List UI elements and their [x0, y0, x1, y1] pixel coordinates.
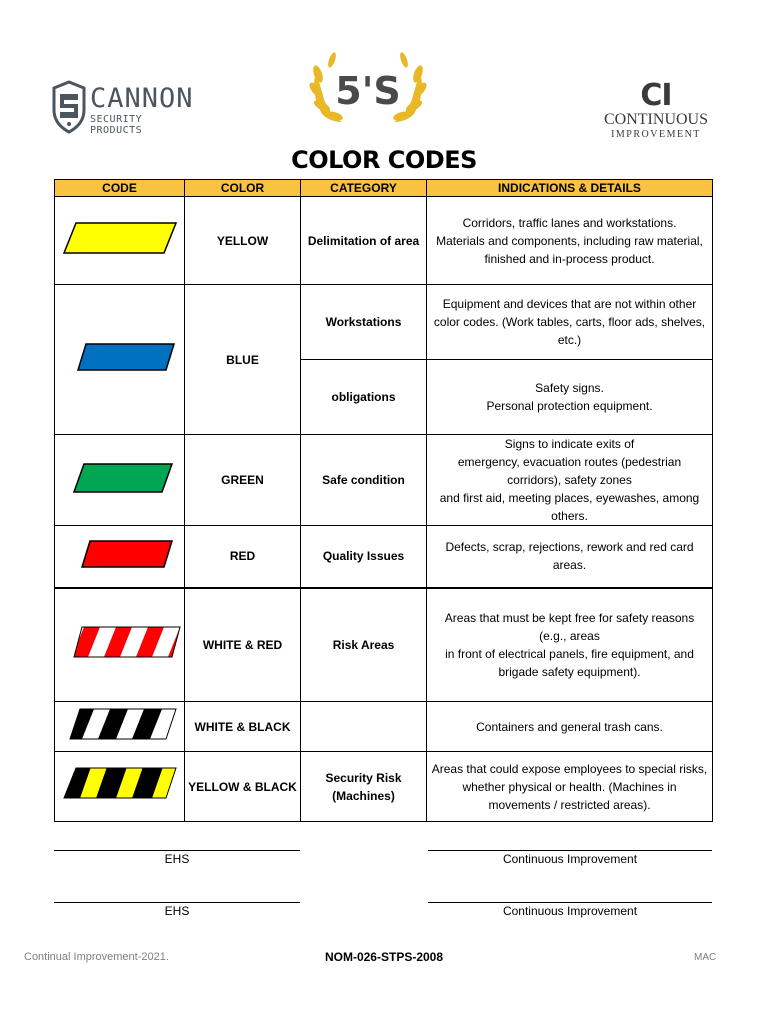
header-category: CATEGORY: [301, 180, 427, 197]
details: Defects, scrap, rejections, rework and red card areas.: [427, 526, 713, 588]
category: Workstations: [301, 285, 427, 360]
header-color: COLOR: [185, 180, 301, 197]
blue-swatch-icon: [58, 337, 182, 377]
green-swatch-icon: [58, 458, 182, 498]
table-row-yellow-black: [55, 752, 713, 822]
signature-line: [428, 902, 712, 903]
ci-continuous: CONTINUOUS: [604, 111, 708, 128]
color-name: GREEN: [185, 435, 301, 526]
category: [301, 702, 427, 752]
header-details: INDICATIONS & DETAILS: [427, 180, 713, 197]
5s-logo: [308, 52, 428, 128]
color-name: YELLOW & BLACK: [185, 752, 301, 822]
cannon-subtitle: SECURITY PRODUCTS: [90, 114, 143, 136]
table-row-blue-1: [55, 285, 713, 360]
details: Areas that must be kept free for safety reasons (e.g., areas in front of electrical panels, fire equipment, and brigade safety equipment).: [427, 588, 713, 702]
code-cell: [55, 285, 185, 435]
header-code: CODE: [55, 180, 185, 197]
cannon-name: CANNON: [90, 83, 194, 114]
white-black-stripe-icon: [58, 704, 182, 744]
footer-right: MAC: [694, 952, 717, 963]
table-row-white-black: [55, 702, 713, 752]
signature-label-ehs: EHS: [164, 852, 190, 866]
signature-line: [428, 850, 712, 851]
code-cell: [55, 588, 185, 702]
code-cell: [55, 526, 185, 588]
details: Containers and general trash cans.: [427, 702, 713, 752]
signature-label-ehs: EHS: [164, 904, 190, 918]
code-cell: [55, 435, 185, 526]
red-swatch-icon: [58, 537, 182, 571]
table-row-green: [55, 435, 713, 526]
category: Quality Issues: [301, 526, 427, 588]
shield-lock-icon: [52, 80, 86, 134]
table-row-red: [55, 526, 713, 588]
5s-text: 5'S: [335, 69, 401, 113]
ci-improvement: IMPROVEMENT: [611, 129, 701, 140]
code-cell: [55, 197, 185, 285]
color-name: WHITE & BLACK: [185, 702, 301, 752]
page-title: COLOR CODES: [291, 146, 477, 174]
category: obligations: [301, 360, 427, 435]
footer-left: Continual Improvement-2021.: [24, 951, 169, 963]
color-name: YELLOW: [185, 197, 301, 285]
code-cell: [55, 752, 185, 822]
category: Security Risk (Machines): [301, 752, 427, 822]
signature-line: [54, 850, 300, 851]
signature-label-ci: Continuous Improvement: [502, 852, 638, 866]
ci-logo: [596, 80, 716, 146]
ci-initials: CI: [640, 78, 672, 113]
table-header-row: [55, 180, 713, 197]
details: Equipment and devices that are not within other color codes. (Work tables, carts, floor ads, shelves, etc.): [427, 285, 713, 360]
white-red-stripe-icon: [58, 622, 182, 662]
laurel-wreath-icon: [308, 52, 428, 128]
yellow-swatch-icon: [58, 218, 182, 258]
cannon-logo: [52, 80, 192, 136]
color-name: RED: [185, 526, 301, 588]
color-name: WHITE & RED: [185, 588, 301, 702]
signature-line: [54, 902, 300, 903]
table-row-yellow: [55, 197, 713, 285]
details: Corridors, traffic lanes and workstations. Materials and components, including raw material, finished and in-process product.: [427, 197, 713, 285]
color-name: BLUE: [185, 285, 301, 435]
signature-label-ci: Continuous Improvement: [502, 904, 638, 918]
footer-standard: NOM-026-STPS-2008: [324, 950, 444, 964]
details: Safety signs. Personal protection equipment.: [427, 360, 713, 435]
category: Delimitation of area: [301, 197, 427, 285]
category: Safe condition: [301, 435, 427, 526]
code-cell: [55, 702, 185, 752]
details: Areas that could expose employees to special risks, whether physical or health. (Machines in movements / restricted areas).: [427, 752, 713, 822]
category: Risk Areas: [301, 588, 427, 702]
yellow-black-stripe-icon: [58, 764, 182, 804]
color-codes-table: [54, 179, 713, 822]
table-row-white-red: [55, 588, 713, 702]
details: Signs to indicate exits of emergency, evacuation routes (pedestrian corridors), safety zones and first aid, meeting places, eyewashes, among others.: [427, 435, 713, 526]
